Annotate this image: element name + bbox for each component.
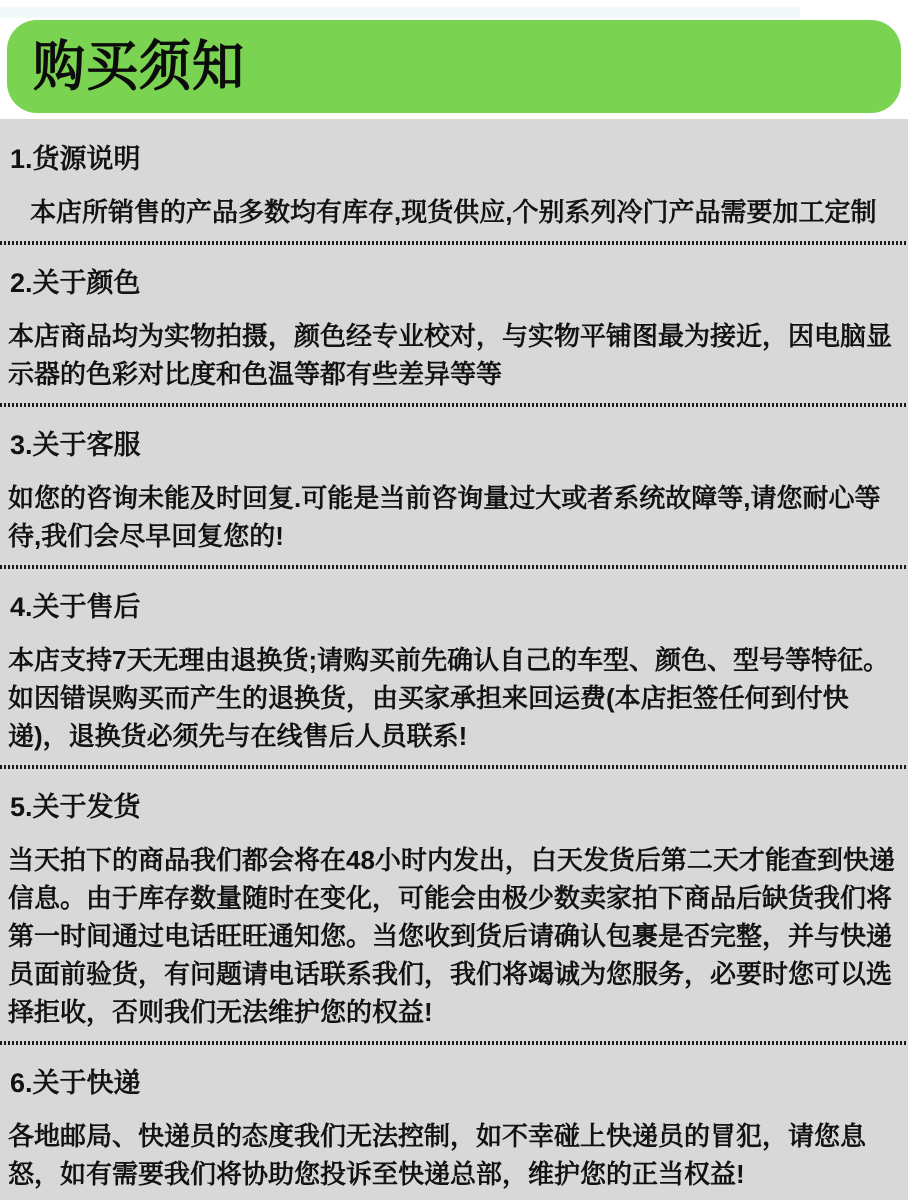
section-shipping — [0, 793, 908, 1045]
top-strip-accent — [0, 7, 800, 18]
section-text: 各地邮局、快递员的态度我们无法控制，如不幸碰上快递员的冒犯，请您息怒，如有需要我们将协助您投诉至快递总部，维护您的正当权益! — [8, 1121, 867, 1189]
section-heading: 1.货源说明 — [10, 144, 141, 174]
section-text: 如您的咨询未能及时回复.可能是当前咨询量过大或者系统故障等,请您耐心等待,我们会尽早回复您的! — [8, 483, 881, 551]
dotted-divider — [0, 241, 908, 245]
section-customer-service — [0, 431, 908, 569]
section-heading: 3.关于客服 — [10, 430, 141, 460]
section-color — [0, 269, 908, 407]
dotted-divider — [0, 403, 908, 407]
dotted-divider — [0, 1041, 908, 1045]
top-strip — [0, 0, 908, 20]
dotted-divider — [0, 565, 908, 569]
dotted-divider — [0, 765, 908, 769]
section-after-sales — [0, 593, 908, 769]
section-heading: 2.关于颜色 — [10, 268, 141, 298]
section-heading: 6.关于快递 — [10, 1068, 141, 1098]
section-text: 本店商品均为实物拍摄，颜色经专业校对，与实物平铺图最为接近，因电脑显示器的色彩对比度和色温等都有些差异等等 — [8, 321, 893, 389]
section-heading: 4.关于售后 — [10, 592, 141, 622]
section-text: 本店支持7天无理由退换货;请购买前先确认自己的车型、颜色、型号等特征。如因错误购买而产生的退换货，由买家承担来回运费(本店拒签任何到付快递)，退换货必须先与在线售后人员联系! — [8, 645, 890, 751]
section-text: 当天拍下的商品我们都会将在48小时内发出，白天发货后第二天才能查到快递信息。由于库存数量随时在变化，可能会由极少数卖家拍下商品后缺货我们将第一时间通过电话旺旺通知您。当您收到货后请确认包裹是否完整，并与快递员面前验货，有问题请电话联系我们，我们将竭诚为您服务，必要时您可以选择拒收，否则我们无法维护您的权益! — [8, 845, 895, 1027]
section-express — [0, 1069, 908, 1200]
notice-content — [0, 119, 908, 1200]
section-supply — [0, 145, 908, 245]
section-text: 本店所销售的产品多数均有库存,现货供应,个别系列冷门产品需要加工定制 — [30, 197, 877, 227]
page-title: 购买须知 — [33, 36, 246, 97]
section-heading: 5.关于发货 — [10, 792, 141, 822]
title-banner — [7, 20, 901, 113]
